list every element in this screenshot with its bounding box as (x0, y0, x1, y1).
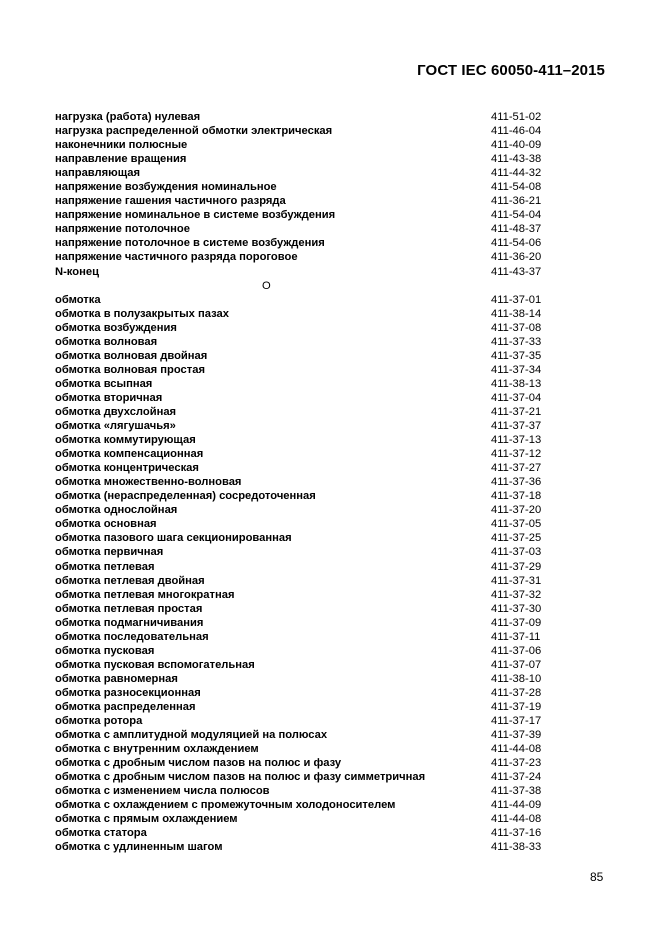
index-term: обмотка статора (55, 827, 147, 840)
term-group-n (55, 110, 555, 279)
index-term: обмотка последовательная (55, 630, 209, 643)
index-term: обмотка пусковая вспомогательная (55, 658, 255, 671)
index-term: напряжение частичного разряда пороговое (55, 251, 298, 264)
index-code: 411-37-12 (491, 448, 542, 461)
index-entry (55, 700, 555, 714)
index-term: напряжение номинальное в системе возбуждения (55, 209, 336, 222)
index-code: 411-36-21 (491, 195, 542, 208)
index-entry (55, 503, 555, 517)
index-term: обмотка с охлаждением с промежуточным холодоносителем (55, 799, 396, 812)
index-code: 411-37-32 (491, 588, 542, 601)
index-term: напряжение гашения частичного разряда (55, 195, 286, 208)
index-term: обмотка петлевая простая (55, 602, 203, 615)
index-entry (55, 560, 555, 574)
index-entry (55, 489, 555, 503)
index-term: обмотка основная (55, 518, 157, 531)
index-code: 411-44-08 (491, 813, 542, 826)
index-entry (55, 321, 555, 335)
index-term: направляющая (55, 167, 141, 180)
index-term: обмотка распределенная (55, 700, 196, 713)
index-code: 411-37-29 (491, 560, 542, 573)
index-entry (55, 616, 555, 630)
index-term: обмотка волновая двойная (55, 349, 208, 362)
index-code: 411-37-06 (491, 644, 542, 657)
index-entry (55, 574, 555, 588)
index-entry (55, 377, 555, 391)
index-term: обмотка вторичная (55, 391, 163, 404)
index-entry (55, 770, 555, 784)
index-code: 411-40-09 (491, 139, 542, 152)
index-entry (55, 349, 555, 363)
index-entry (55, 447, 555, 461)
index-code: 411-37-23 (491, 757, 542, 770)
index-code: 411-37-31 (491, 574, 542, 587)
index-term: обмотка с внутренним охлаждением (55, 743, 259, 756)
index-code: 411-37-35 (491, 349, 542, 362)
index-code: 411-37-30 (491, 602, 542, 615)
index-term: обмотка подмагничивания (55, 616, 204, 629)
index-entry (55, 658, 555, 672)
index-entry (55, 307, 555, 321)
index-term: обмотка с изменением числа полюсов (55, 785, 270, 798)
index-term: направление вращения (55, 153, 187, 166)
index-code: 411-37-07 (491, 658, 542, 671)
index-code: 411-38-13 (491, 377, 542, 390)
index-entry (55, 166, 555, 180)
index-entry (55, 236, 555, 250)
index-entry (55, 222, 555, 236)
index-entry (55, 419, 555, 433)
index-term: обмотка пазового шага секционированная (55, 532, 292, 545)
index-code: 411-36-20 (491, 251, 542, 264)
index-term: обмотка концентрическая (55, 462, 199, 475)
index-term: обмотка компенсационная (55, 448, 204, 461)
index-code: 411-46-04 (491, 125, 542, 138)
index-entry (55, 531, 555, 545)
index-term: обмотка волновая (55, 335, 158, 348)
index-term: нагрузка (работа) нулевая (55, 111, 201, 123)
index-code: 411-51-02 (491, 111, 542, 123)
index-code: 411-37-38 (491, 785, 542, 798)
index-code: 411-54-04 (491, 209, 542, 222)
index-entry (55, 194, 555, 208)
index-entry (55, 124, 555, 138)
index-entry (55, 433, 555, 447)
index-term: наконечники полюсные (55, 139, 188, 152)
index-code: 411-37-13 (491, 434, 542, 447)
index-code: 411-37-33 (491, 335, 542, 348)
index-term: обмотка с дробным числом пазов на полюс и фазу симметричная (55, 771, 426, 784)
index-term: обмотка волновая простая (55, 363, 205, 376)
index-code: 411-37-19 (491, 700, 542, 713)
index-code: 411-37-25 (491, 532, 542, 545)
index-term: обмотка (нераспределенная) сосредоточенная (55, 490, 316, 503)
index-term: обмотка петлевая двойная (55, 574, 205, 587)
index-term: напряжение потолочное в системе возбуждения (55, 237, 325, 250)
index-code: 411-37-34 (491, 363, 542, 376)
index-term: нагрузка распределенной обмотки электрическая (55, 125, 333, 138)
index-code: 411-37-08 (491, 321, 542, 334)
index-code: 411-48-37 (491, 223, 542, 236)
index-code: 411-37-05 (491, 518, 542, 531)
index-entry (55, 728, 555, 742)
index-code: 411-54-08 (491, 181, 542, 194)
index-entry (55, 208, 555, 222)
index-code: 411-37-11 (491, 630, 541, 643)
index-term: напряжение возбуждения номинальное (55, 181, 277, 194)
index-entry (55, 714, 555, 728)
index-entry (55, 110, 555, 124)
index-entry (55, 545, 555, 559)
index-term: обмотка разносекционная (55, 686, 201, 699)
index-code: 411-43-37 (491, 265, 542, 278)
index-entry (55, 602, 555, 616)
index-code: 411-54-06 (491, 237, 542, 250)
index-code: 411-44-09 (491, 799, 542, 812)
index-code: 411-37-03 (491, 546, 542, 559)
index-entry (55, 630, 555, 644)
index-code: 411-37-21 (491, 405, 542, 418)
index-code: 411-37-37 (491, 420, 542, 433)
index-term: обмотка (55, 293, 101, 306)
index-entry (55, 644, 555, 658)
index-term: обмотка всыпная (55, 377, 153, 390)
index-entry (55, 756, 555, 770)
page-number: 85 (590, 870, 604, 884)
index-term: обмотка первичная (55, 546, 164, 559)
term-group-o (55, 293, 555, 855)
index-entry (55, 293, 555, 307)
index-entry (55, 672, 555, 686)
index-entry (55, 250, 555, 264)
index-term: напряжение потолочное (55, 223, 190, 236)
index-term: N-конец (55, 265, 99, 278)
index-code: 411-37-27 (491, 462, 542, 475)
index-entry (55, 461, 555, 475)
index-code: 411-37-36 (491, 476, 542, 489)
index-term: обмотка «лягушачья» (55, 420, 176, 433)
index-entry (55, 588, 555, 602)
index-code: 411-37-24 (491, 771, 542, 784)
index-entry (55, 180, 555, 194)
index-code: 411-37-01 (491, 293, 542, 306)
index-code: 411-37-39 (491, 729, 542, 742)
index-code: 411-37-18 (491, 490, 542, 503)
index-term: обмотка с дробным числом пазов на полюс и фазу (55, 757, 342, 770)
index-term: обмотка однослойная (55, 504, 178, 517)
index-entry (55, 517, 555, 531)
index-term: обмотка с удлиненным шагом (55, 841, 223, 854)
index-code: 411-38-10 (491, 672, 542, 685)
index-term: обмотка с амплитудной модуляцией на полюсах (55, 729, 328, 742)
index-entry (55, 798, 555, 812)
index-entry (55, 840, 555, 854)
term-index (55, 110, 555, 854)
index-entry (55, 391, 555, 405)
index-term: обмотка петлевая (55, 560, 155, 573)
index-term: обмотка пусковая (55, 644, 155, 657)
index-code: 411-37-20 (491, 504, 542, 517)
index-code: 411-44-08 (491, 743, 542, 756)
index-entry (55, 812, 555, 826)
index-entry (55, 405, 555, 419)
index-code: 411-37-04 (491, 391, 542, 404)
index-code: 411-43-38 (491, 153, 542, 166)
index-entry (55, 742, 555, 756)
index-entry (55, 138, 555, 152)
index-entry (55, 152, 555, 166)
letter-heading-o: О (262, 279, 271, 292)
index-term: обмотка коммутирующая (55, 434, 196, 447)
index-term: обмотка возбуждения (55, 321, 177, 334)
index-code: 411-37-16 (491, 827, 542, 840)
index-entry (55, 686, 555, 700)
index-entry (55, 335, 555, 349)
index-entry (55, 475, 555, 489)
index-term: обмотка множественно-волновая (55, 476, 242, 489)
index-code: 411-44-32 (491, 167, 542, 180)
index-term: обмотка равномерная (55, 672, 178, 685)
index-code: 411-38-14 (491, 307, 542, 320)
index-code: 411-37-09 (491, 616, 542, 629)
index-term: обмотка с прямым охлаждением (55, 813, 238, 826)
index-term: обмотка петлевая многократная (55, 588, 235, 601)
index-code: 411-37-28 (491, 686, 542, 699)
index-term: обмотка двухслойная (55, 405, 177, 418)
index-code: 411-38-33 (491, 841, 542, 854)
document-header: ГОСТ IEC 60050-411–2015 (417, 62, 605, 79)
index-code: 411-37-17 (491, 715, 542, 728)
index-entry (55, 784, 555, 798)
index-term: обмотка в полузакрытых пазах (55, 307, 229, 320)
index-entry (55, 826, 555, 840)
index-term: обмотка ротора (55, 715, 143, 728)
index-entry (55, 363, 555, 377)
index-entry (55, 265, 555, 279)
